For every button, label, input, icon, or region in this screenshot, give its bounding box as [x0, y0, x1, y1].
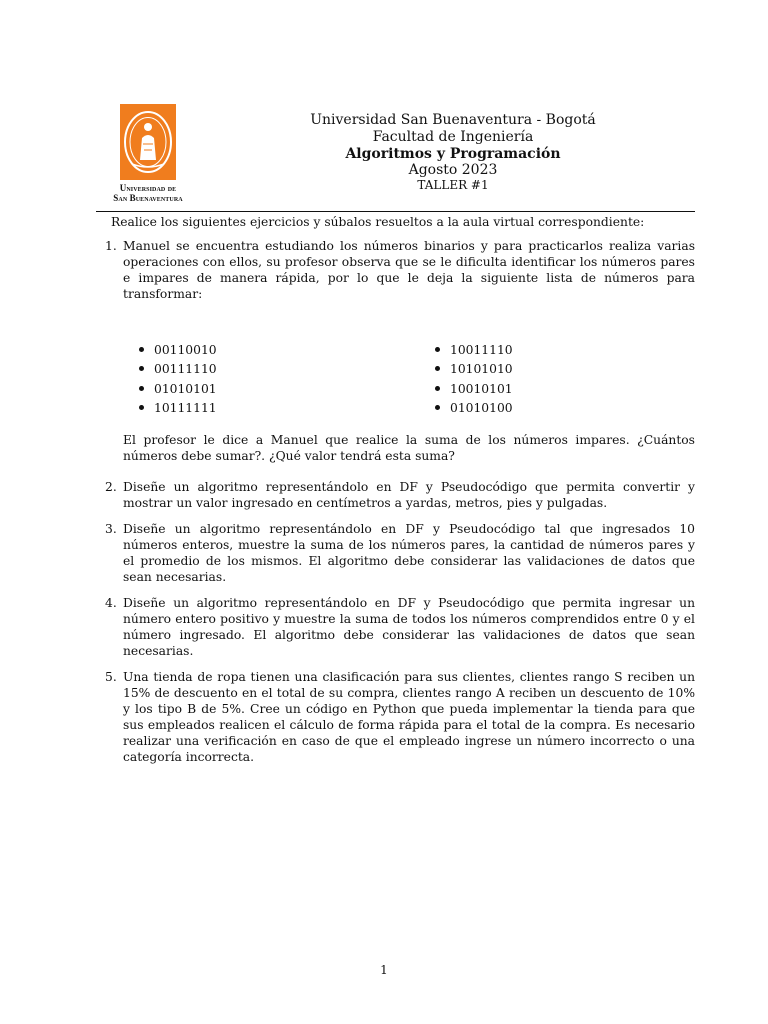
exercise-number: 4. — [105, 596, 117, 610]
logo-seal — [120, 104, 176, 180]
list-item — [433, 400, 633, 419]
bullet-icon — [139, 405, 144, 410]
list-item — [137, 342, 337, 361]
faculty-name: Facultad de Ingeniería — [372, 129, 534, 145]
bullet-icon — [435, 366, 440, 371]
exercise-item — [101, 238, 695, 464]
header-rule — [96, 211, 695, 212]
exercise-text: Diseñe un algoritmo representándolo en DF y Pseudocódigo tal que ingresados 10 números enteros, muestre la suma de los números pares, la cantidad de números pares y el promedio de los mismos. El algoritmo debe considerar las validaciones de datos que sean necesarias. — [123, 522, 695, 584]
course-title: Algoritmos y Programación — [345, 146, 561, 162]
binary-number: 10011110 — [450, 343, 513, 357]
list-item — [137, 381, 337, 400]
binary-number: 10101010 — [450, 362, 513, 377]
binary-number: 00110010 — [154, 343, 217, 357]
binary-column-left — [137, 342, 337, 420]
bullet-icon — [139, 386, 144, 391]
binary-number: 10010101 — [450, 381, 513, 396]
binary-number-list — [123, 342, 695, 414]
exercise-number: 2. — [105, 480, 117, 494]
exercise-item — [101, 521, 695, 585]
assignment-label: TALLER #1 — [417, 178, 489, 192]
bullet-icon — [139, 347, 144, 352]
page-number: 1 — [380, 963, 388, 977]
bullet-icon — [435, 405, 440, 410]
exercise-text: Una tienda de ropa tienen una clasificación para sus clientes, clientes rango S reciben un 15% de descuento en el total de su compra, clientes rango A reciben un descuento de 10% y los tipo B de 5%. Cree un código en Python que pueda implementar la tienda para que sus empleados realicen el cálculo de forma rápida para el total de la compra. Es necesario realizar una verificación en caso de que el empleado ingrese un número incorrecto o una categoría incorrecta. — [123, 670, 695, 764]
logo-caption-line2: San Buenaventura — [113, 193, 183, 203]
exercise-number: 5. — [105, 670, 117, 684]
bullet-icon — [435, 347, 440, 352]
exercise-follow-up: El profesor le dice a Manuel que realice la suma de los números impares. ¿Cuántos números debe sumar?. ¿Qué valor tendrá esta suma? — [123, 433, 695, 463]
exercise-item — [101, 595, 695, 659]
instructions: Realice los siguientes ejercicios y súbalos resueltos a la aula virtual correspondiente: — [111, 215, 645, 229]
list-item — [433, 381, 633, 400]
binary-number: 01010100 — [450, 401, 513, 416]
exercise-item — [101, 669, 695, 765]
list-item — [137, 361, 337, 380]
exercise-text: Diseñe un algoritmo representándolo en DF y Pseudocódigo que permita ingresar un número entero positivo y muestre la suma de todos los números comprendidos entre 0 y el número ingresado. El algoritmo debe considerar las validaciones de datos que sean necesarias. — [123, 596, 695, 658]
list-item — [433, 342, 633, 361]
document-header — [290, 112, 616, 193]
date-line: Agosto 2023 — [408, 162, 498, 178]
binary-number: 00111110 — [154, 362, 217, 377]
exercise-number: 1. — [105, 239, 117, 253]
exercise-text: Diseñe un algoritmo representándolo en DF y Pseudocódigo que permita convertir y mostrar un valor ingresado en centímetros a yardas, metros, pies y pulgadas. — [123, 480, 695, 510]
bullet-icon — [435, 386, 440, 391]
exercise-number: 3. — [105, 522, 117, 536]
logo-caption-line1: Universidad de — [119, 183, 177, 193]
binary-column-right — [433, 342, 633, 420]
exercise-item — [101, 479, 695, 511]
university-name: Universidad San Buenaventura - Bogotá — [310, 112, 596, 128]
seal-emblem-icon — [120, 104, 176, 180]
exercise-list — [101, 238, 695, 765]
list-item — [137, 400, 337, 419]
binary-number: 01010101 — [154, 381, 217, 396]
binary-number: 10111111 — [154, 401, 217, 416]
list-item — [433, 361, 633, 380]
logo-caption — [98, 183, 198, 203]
bullet-icon — [139, 366, 144, 371]
exercise-text: Manuel se encuentra estudiando los números binarios y para practicarlos realiza varias operaciones con ellos, su profesor observa que se le dificulta identificar los números pares e impares de manera rápida, por lo que le deja la siguiente lista de números para transformar: — [123, 239, 695, 301]
